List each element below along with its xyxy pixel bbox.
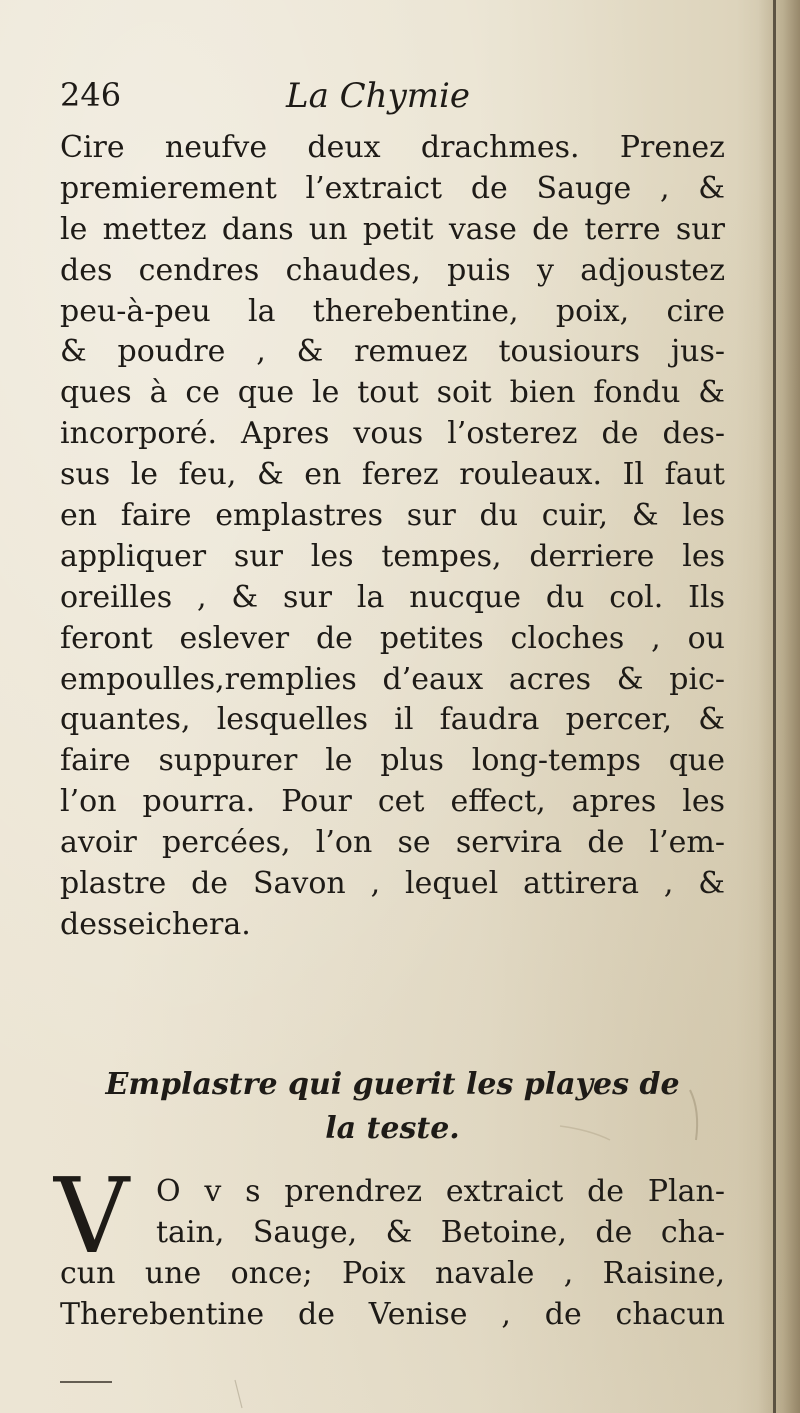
text-line: l’on pourra. Pour cet effect, apres les [60, 784, 725, 820]
text-line: faire suppurer le plus long-temps que [60, 743, 725, 779]
text-line: le mettez dans un petit vase de terre sur [60, 211, 725, 247]
text-line: & poudre , & remuez tousiours jus- [60, 334, 725, 370]
text-line: Therebentine de Venise , de chacun [60, 1296, 725, 1332]
page-header [60, 76, 740, 126]
page-edge-line [773, 0, 776, 1413]
text-line: avoir percées, l’on se servira de l’em- [60, 825, 725, 861]
heading-line: Emplastre qui guerit les playes de [105, 1067, 680, 1102]
text-line: feront eslever de petites cloches , ou [60, 620, 725, 656]
heading-line: la teste. [325, 1111, 460, 1146]
page-number: 246 [60, 76, 122, 114]
text-line: Cire neufve deux drachmes. Prenez [60, 130, 725, 165]
text-line: premierement l’extraict de Sauge , & [60, 170, 725, 206]
page-edge-shadow [758, 0, 800, 1413]
text-line: ques à ce que le tout soit bien fondu & [60, 375, 725, 411]
running-title: La Chymie [286, 76, 471, 116]
text-line: quantes, lesquelles il faudra percer, & [60, 702, 725, 738]
text-line: oreilles , & sur la nucque du col. Ils [60, 579, 725, 615]
text-line: cun une once; Poix navale , Raisine, [60, 1255, 725, 1291]
text-line: incorporé. Apres vous l’osterez de des- [60, 416, 725, 452]
text-line: tain, Sauge, & Betoine, de cha- [156, 1214, 725, 1250]
drop-cap: V [54, 1155, 130, 1277]
text-line: peu-à-peu la therebentine, poix, cire [60, 293, 725, 329]
text-line: O v s prendrez extraict de Plan- [156, 1174, 725, 1209]
text-line: plastre de Savon , lequel attirera , & [60, 866, 725, 902]
text-line: sus le feu, & en ferez rouleaux. Il faut [60, 457, 725, 493]
body-text [60, 128, 725, 946]
text-line: empoulles,remplies d’eaux acres & pic- [60, 661, 725, 697]
text-line: des cendres chaudes, puis y adjoustez [60, 252, 725, 288]
section-heading [60, 1063, 725, 1151]
text-line: en faire emplastres sur du cuir, & les [60, 498, 725, 534]
text-line: desseichera. [60, 906, 251, 942]
recipe-text [60, 1172, 725, 1336]
text-line: appliquer sur les tempes, derriere les [60, 538, 725, 574]
